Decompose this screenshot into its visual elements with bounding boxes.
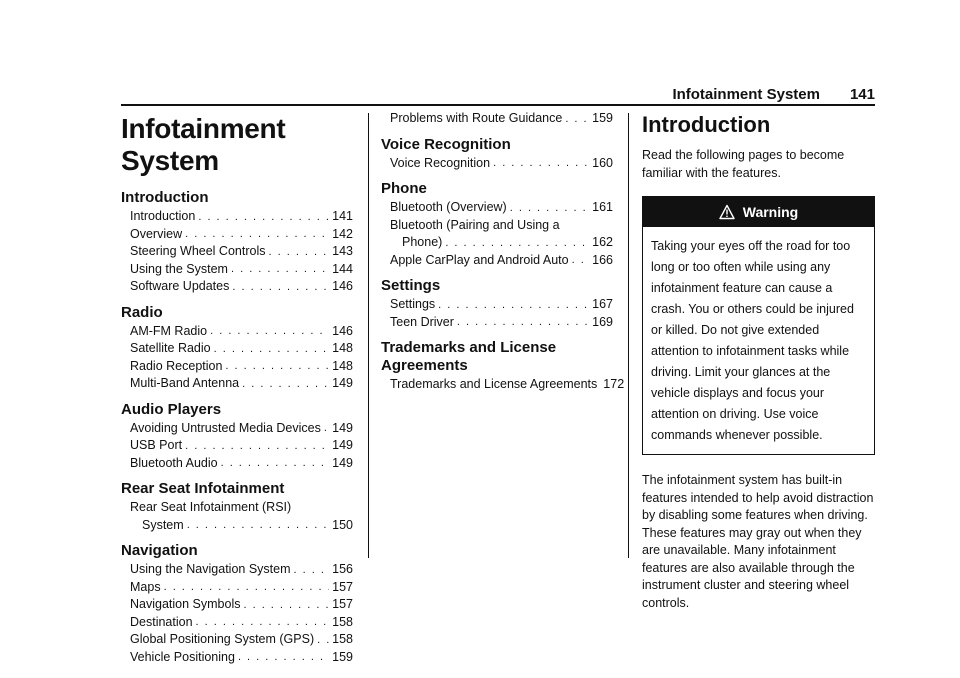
toc-entry[interactable]: Voice Recognition . . . 160 [381,155,613,173]
toc-column-1 [121,113,353,666]
toc-entry[interactable]: Introduction . . . 141 [121,208,353,226]
toc-entry[interactable]: Bluetooth (Pairing and Using a Phone) . . . 162 [381,217,613,252]
intro-heading: Introduction [642,112,771,137]
warning-text: Taking your eyes off the road for too long or too often while using any infotainment feature can cause a crash. You or others could be injured or killed. Do not give extended attention to infotainment tasks while driving. Limit your glances at the vehicle displays and focus your attention on driving. Use voice commands whenever possible. [651,239,854,442]
toc-entry[interactable]: Trademarks and License Agreements 172 [390,377,625,391]
warning-label: Warning [742,204,799,220]
header-section-title: Infotainment System [672,85,820,103]
toc-entry[interactable]: USB Port . . . 149 [121,437,353,455]
toc-entry[interactable]: Problems with Route Guidance . . . 159 [381,110,613,128]
toc-section-title: Settings [381,277,441,294]
toc-entry[interactable]: Overview . . . 142 [121,226,353,244]
warning-box [642,196,875,455]
toc-section-title: Rear Seat Infotainment [121,480,285,497]
toc-entry[interactable]: Bluetooth Audio . . . 149 [121,455,353,473]
chapter-title: Infotainment System [121,113,286,176]
toc-entry[interactable]: Teen Driver . . . 169 [381,314,613,332]
warning-header [643,197,874,227]
toc-section-title: Voice Recognition [381,135,511,153]
toc-section-title: Introduction [121,189,209,206]
toc-entry[interactable]: Using the System . . . 144 [121,261,353,279]
toc-section-title: Phone [381,180,427,197]
toc-entry[interactable]: Apple CarPlay and Android Auto . . . 166 [381,252,613,270]
intro-paragraph: Read the following pages to become familiar with the features. [642,148,845,180]
toc-entry[interactable]: Radio Reception . . . 148 [121,358,353,376]
toc-section-title: Navigation [121,542,198,559]
toc-entry[interactable]: Global Positioning System (GPS) . . . 158 [121,631,353,649]
intro-column [642,112,875,612]
running-header [121,84,875,104]
toc-entry[interactable]: Steering Wheel Controls . . . 143 [121,243,353,261]
toc-entry[interactable]: Maps . . . 157 [121,579,353,597]
toc-entry[interactable]: Vehicle Positioning . . . 159 [121,649,353,667]
body-paragraph: The infotainment system has built-in features intended to help avoid distraction by disabling some features when driving. These features may gray out when they are unavailable. Many infotainment features are also available through the instrument cluster and steering wheel controls. [642,473,874,610]
toc-entry[interactable]: Destination . . . 158 [121,614,353,632]
toc-entry[interactable]: Rear Seat Infotainment (RSI) System . . . 150 [121,499,353,534]
column-divider-2 [628,113,629,558]
warning-triangle-icon [719,204,735,220]
header-page-number: 141 [849,85,875,103]
toc-section-title: Audio Players [121,400,222,418]
toc-entry[interactable]: Multi-Band Antenna . . . 149 [121,375,353,393]
header-rule [121,104,875,106]
toc-entry[interactable]: Settings . . . 167 [381,296,613,314]
toc-column-2 [381,110,625,394]
toc-entry[interactable]: Avoiding Untrusted Media Devices . . . 149 [121,420,353,438]
toc-section-title: Radio [121,303,163,321]
toc-entry[interactable]: Navigation Symbols . . . 157 [121,596,353,614]
toc-section-title: Trademarks and License Agreements [381,339,557,374]
toc-entry[interactable]: AM-FM Radio . . . 146 [121,323,353,341]
toc-entry[interactable]: Using the Navigation System . . . 156 [121,561,353,579]
toc-entry[interactable]: Satellite Radio . . . 148 [121,340,353,358]
column-divider-1 [368,113,369,558]
toc-entry[interactable]: Software Updates . . . 146 [121,278,353,296]
toc-entry[interactable]: Bluetooth (Overview) . . . 161 [381,199,613,217]
